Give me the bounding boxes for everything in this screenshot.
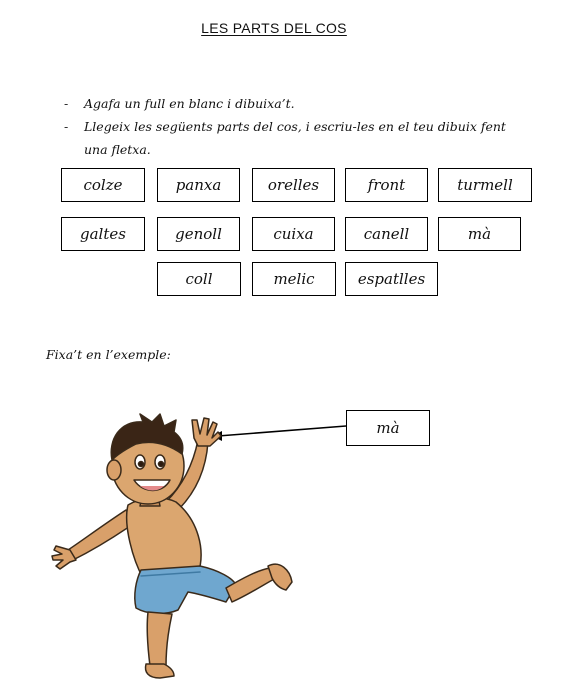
instruction-text: Agafa un full en blanc i dibuixa’t. bbox=[84, 96, 295, 111]
word-box-ma: mà bbox=[438, 217, 521, 251]
word-box-espatlles: espatlles bbox=[345, 262, 438, 296]
word-box-coll: coll bbox=[157, 262, 241, 296]
instruction-text: Llegeix les següents parts del cos, i escriu-les en el teu dibuix fent una fletxa. bbox=[84, 119, 506, 157]
word-box-orelles: orelles bbox=[252, 168, 335, 202]
word-box-panxa: panxa bbox=[157, 168, 240, 202]
word-box-melic: melic bbox=[252, 262, 336, 296]
page-title: LES PARTS DEL COS bbox=[201, 20, 347, 36]
example-word-box: mà bbox=[346, 410, 430, 446]
word-box-turmell: turmell bbox=[438, 168, 532, 202]
instruction-item: - Llegeix les següents parts del cos, i escriu-les en el teu dibuix fent una fletxa. bbox=[64, 115, 524, 161]
word-box-front: front bbox=[345, 168, 428, 202]
word-box-cuixa: cuixa bbox=[252, 217, 335, 251]
instruction-item: - Agafa un full en blanc i dibuixa’t. bbox=[64, 92, 524, 115]
example-label: Fixa’t en l’exemple: bbox=[46, 347, 171, 362]
boy-illustration bbox=[48, 410, 308, 685]
word-box-galtes: galtes bbox=[61, 217, 145, 251]
word-box-genoll: genoll bbox=[157, 217, 240, 251]
word-box-colze: colze bbox=[61, 168, 145, 202]
word-box-canell: canell bbox=[345, 217, 428, 251]
